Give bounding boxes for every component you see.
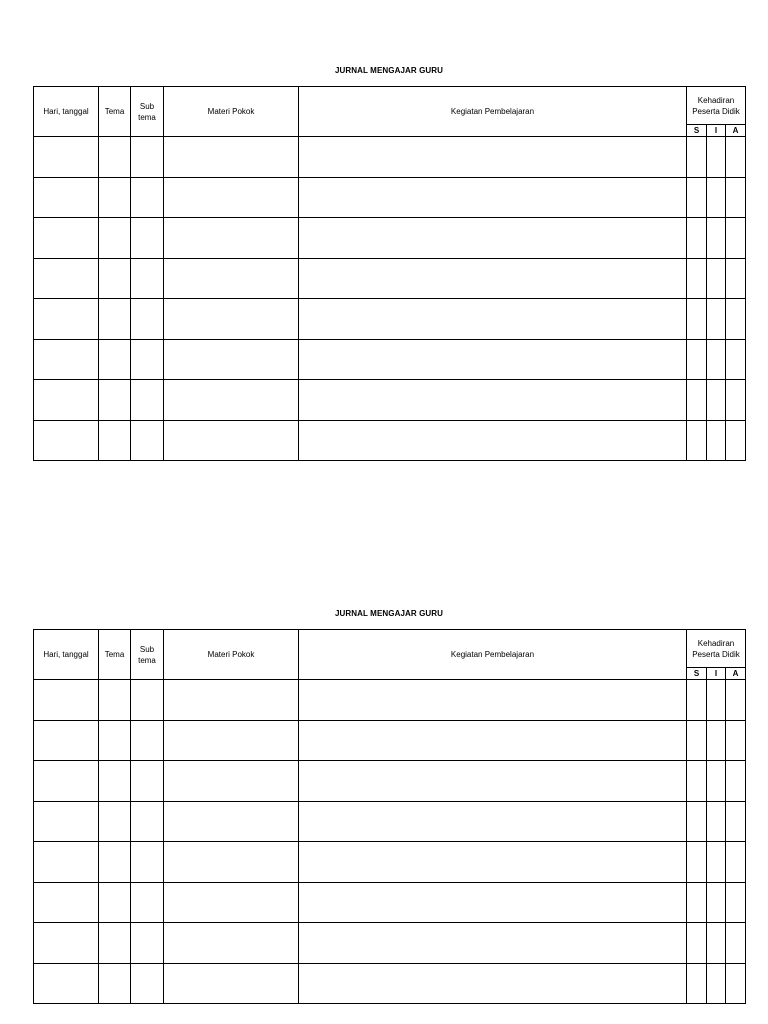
journal-title: JURNAL MENGAJAR GURU xyxy=(334,609,444,618)
cell-sub-tema[interactable] xyxy=(131,339,164,380)
cell-sub-tema[interactable] xyxy=(131,680,164,721)
cell-a[interactable] xyxy=(726,137,746,178)
cell-i[interactable] xyxy=(707,963,726,1004)
cell-hari-tanggal[interactable] xyxy=(34,923,99,964)
cell-materi-pokok[interactable] xyxy=(164,882,299,923)
cell-a[interactable] xyxy=(726,923,746,964)
header-kehadiran: Kehadiran Peserta Didik xyxy=(687,630,746,668)
cell-a[interactable] xyxy=(726,380,746,421)
cell-tema[interactable] xyxy=(99,177,131,218)
cell-materi-pokok[interactable] xyxy=(164,801,299,842)
cell-a[interactable] xyxy=(726,177,746,218)
cell-a[interactable] xyxy=(726,761,746,802)
cell-i[interactable] xyxy=(707,923,726,964)
cell-s[interactable] xyxy=(687,339,707,380)
cell-s[interactable] xyxy=(687,801,707,842)
cell-hari-tanggal[interactable] xyxy=(34,137,99,178)
header-i: I xyxy=(707,125,726,137)
cell-s[interactable] xyxy=(687,258,707,299)
cell-kegiatan-pembelajaran[interactable] xyxy=(299,720,687,761)
cell-a[interactable] xyxy=(726,720,746,761)
cell-hari-tanggal[interactable] xyxy=(34,882,99,923)
header-materi-pokok: Materi Pokok xyxy=(164,87,299,137)
cell-i[interactable] xyxy=(707,842,726,883)
cell-materi-pokok[interactable] xyxy=(164,218,299,259)
cell-a[interactable] xyxy=(726,882,746,923)
cell-tema[interactable] xyxy=(99,380,131,421)
cell-sub-tema[interactable] xyxy=(131,299,164,340)
cell-sub-tema[interactable] xyxy=(131,258,164,299)
table-row xyxy=(34,963,746,1004)
journal-table xyxy=(33,629,746,1004)
cell-materi-pokok[interactable] xyxy=(164,720,299,761)
cell-kegiatan-pembelajaran[interactable] xyxy=(299,420,687,461)
header-i: I xyxy=(707,668,726,680)
table-row xyxy=(34,380,746,421)
cell-kegiatan-pembelajaran[interactable] xyxy=(299,761,687,802)
table-row xyxy=(34,137,746,178)
header-kegiatan-pembelajaran: Kegiatan Pembelajaran xyxy=(299,87,687,137)
header-s: S xyxy=(687,125,707,137)
cell-kegiatan-pembelajaran[interactable] xyxy=(299,680,687,721)
header-a: A xyxy=(726,125,746,137)
journal-table xyxy=(33,86,746,461)
table-row xyxy=(34,801,746,842)
cell-tema[interactable] xyxy=(99,680,131,721)
cell-a[interactable] xyxy=(726,842,746,883)
cell-a[interactable] xyxy=(726,299,746,340)
journal-title: JURNAL MENGAJAR GURU xyxy=(334,66,444,75)
cell-kegiatan-pembelajaran[interactable] xyxy=(299,923,687,964)
table-row xyxy=(34,842,746,883)
cell-hari-tanggal[interactable] xyxy=(34,720,99,761)
cell-tema[interactable] xyxy=(99,882,131,923)
journal-section-2 xyxy=(33,609,745,1004)
cell-tema[interactable] xyxy=(99,923,131,964)
cell-materi-pokok[interactable] xyxy=(164,842,299,883)
cell-a[interactable] xyxy=(726,801,746,842)
cell-materi-pokok[interactable] xyxy=(164,680,299,721)
table-row xyxy=(34,761,746,802)
cell-hari-tanggal[interactable] xyxy=(34,963,99,1004)
cell-i[interactable] xyxy=(707,137,726,178)
cell-i[interactable] xyxy=(707,299,726,340)
cell-s[interactable] xyxy=(687,680,707,721)
cell-kegiatan-pembelajaran[interactable] xyxy=(299,137,687,178)
cell-i[interactable] xyxy=(707,420,726,461)
table-row xyxy=(34,923,746,964)
cell-materi-pokok[interactable] xyxy=(164,420,299,461)
cell-a[interactable] xyxy=(726,339,746,380)
table-row xyxy=(34,882,746,923)
cell-sub-tema[interactable] xyxy=(131,801,164,842)
cell-tema[interactable] xyxy=(99,420,131,461)
cell-tema[interactable] xyxy=(99,339,131,380)
table-row xyxy=(34,177,746,218)
cell-materi-pokok[interactable] xyxy=(164,380,299,421)
cell-materi-pokok[interactable] xyxy=(164,923,299,964)
cell-a[interactable] xyxy=(726,963,746,1004)
header-kehadiran: Kehadiran Peserta Didik xyxy=(687,87,746,125)
cell-materi-pokok[interactable] xyxy=(164,963,299,1004)
cell-sub-tema[interactable] xyxy=(131,177,164,218)
cell-kegiatan-pembelajaran[interactable] xyxy=(299,882,687,923)
header-sub-tema: Sub tema xyxy=(131,87,164,137)
cell-kegiatan-pembelajaran[interactable] xyxy=(299,258,687,299)
cell-kegiatan-pembelajaran[interactable] xyxy=(299,339,687,380)
cell-kegiatan-pembelajaran[interactable] xyxy=(299,963,687,1004)
cell-kegiatan-pembelajaran[interactable] xyxy=(299,380,687,421)
table-row xyxy=(34,258,746,299)
cell-a[interactable] xyxy=(726,258,746,299)
cell-s[interactable] xyxy=(687,923,707,964)
cell-sub-tema[interactable] xyxy=(131,218,164,259)
table-row xyxy=(34,720,746,761)
header-a: A xyxy=(726,668,746,680)
cell-s[interactable] xyxy=(687,218,707,259)
cell-i[interactable] xyxy=(707,680,726,721)
cell-i[interactable] xyxy=(707,882,726,923)
cell-tema[interactable] xyxy=(99,299,131,340)
cell-i[interactable] xyxy=(707,218,726,259)
cell-hari-tanggal[interactable] xyxy=(34,761,99,802)
header-kegiatan-pembelajaran: Kegiatan Pembelajaran xyxy=(299,630,687,680)
cell-sub-tema[interactable] xyxy=(131,882,164,923)
cell-kegiatan-pembelajaran[interactable] xyxy=(299,218,687,259)
header-sub-tema: Sub tema xyxy=(131,630,164,680)
cell-materi-pokok[interactable] xyxy=(164,177,299,218)
cell-hari-tanggal[interactable] xyxy=(34,420,99,461)
cell-sub-tema[interactable] xyxy=(131,137,164,178)
cell-hari-tanggal[interactable] xyxy=(34,218,99,259)
cell-materi-pokok[interactable] xyxy=(164,137,299,178)
cell-hari-tanggal[interactable] xyxy=(34,258,99,299)
cell-materi-pokok[interactable] xyxy=(164,761,299,802)
cell-s[interactable] xyxy=(687,963,707,1004)
cell-s[interactable] xyxy=(687,137,707,178)
cell-tema[interactable] xyxy=(99,963,131,1004)
cell-s[interactable] xyxy=(687,177,707,218)
cell-sub-tema[interactable] xyxy=(131,380,164,421)
cell-tema[interactable] xyxy=(99,218,131,259)
cell-i[interactable] xyxy=(707,720,726,761)
cell-i[interactable] xyxy=(707,801,726,842)
cell-hari-tanggal[interactable] xyxy=(34,801,99,842)
table-row xyxy=(34,420,746,461)
table-row xyxy=(34,339,746,380)
cell-hari-tanggal[interactable] xyxy=(34,177,99,218)
cell-kegiatan-pembelajaran[interactable] xyxy=(299,842,687,883)
cell-s[interactable] xyxy=(687,882,707,923)
cell-hari-tanggal[interactable] xyxy=(34,380,99,421)
header-tema: Tema xyxy=(99,630,131,680)
header-s: S xyxy=(687,668,707,680)
cell-hari-tanggal[interactable] xyxy=(34,299,99,340)
header-hari-tanggal: Hari, tanggal xyxy=(34,630,99,680)
table-row xyxy=(34,299,746,340)
cell-hari-tanggal[interactable] xyxy=(34,842,99,883)
cell-kegiatan-pembelajaran[interactable] xyxy=(299,299,687,340)
cell-materi-pokok[interactable] xyxy=(164,299,299,340)
cell-i[interactable] xyxy=(707,339,726,380)
cell-tema[interactable] xyxy=(99,258,131,299)
cell-i[interactable] xyxy=(707,761,726,802)
cell-tema[interactable] xyxy=(99,720,131,761)
cell-tema[interactable] xyxy=(99,842,131,883)
header-tema: Tema xyxy=(99,87,131,137)
cell-s[interactable] xyxy=(687,299,707,340)
cell-sub-tema[interactable] xyxy=(131,420,164,461)
cell-tema[interactable] xyxy=(99,801,131,842)
cell-hari-tanggal[interactable] xyxy=(34,339,99,380)
cell-s[interactable] xyxy=(687,720,707,761)
cell-hari-tanggal[interactable] xyxy=(34,680,99,721)
table-row xyxy=(34,680,746,721)
table-row xyxy=(34,218,746,259)
cell-sub-tema[interactable] xyxy=(131,963,164,1004)
cell-i[interactable] xyxy=(707,380,726,421)
cell-tema[interactable] xyxy=(99,137,131,178)
cell-materi-pokok[interactable] xyxy=(164,258,299,299)
header-materi-pokok: Materi Pokok xyxy=(164,630,299,680)
cell-s[interactable] xyxy=(687,761,707,802)
cell-kegiatan-pembelajaran[interactable] xyxy=(299,801,687,842)
cell-i[interactable] xyxy=(707,177,726,218)
cell-kegiatan-pembelajaran[interactable] xyxy=(299,177,687,218)
cell-s[interactable] xyxy=(687,420,707,461)
cell-sub-tema[interactable] xyxy=(131,923,164,964)
journal-section-1 xyxy=(33,66,745,461)
cell-i[interactable] xyxy=(707,258,726,299)
cell-s[interactable] xyxy=(687,380,707,421)
cell-sub-tema[interactable] xyxy=(131,720,164,761)
cell-a[interactable] xyxy=(726,218,746,259)
cell-materi-pokok[interactable] xyxy=(164,339,299,380)
cell-s[interactable] xyxy=(687,842,707,883)
cell-sub-tema[interactable] xyxy=(131,842,164,883)
cell-a[interactable] xyxy=(726,680,746,721)
cell-tema[interactable] xyxy=(99,761,131,802)
header-hari-tanggal: Hari, tanggal xyxy=(34,87,99,137)
cell-sub-tema[interactable] xyxy=(131,761,164,802)
cell-a[interactable] xyxy=(726,420,746,461)
